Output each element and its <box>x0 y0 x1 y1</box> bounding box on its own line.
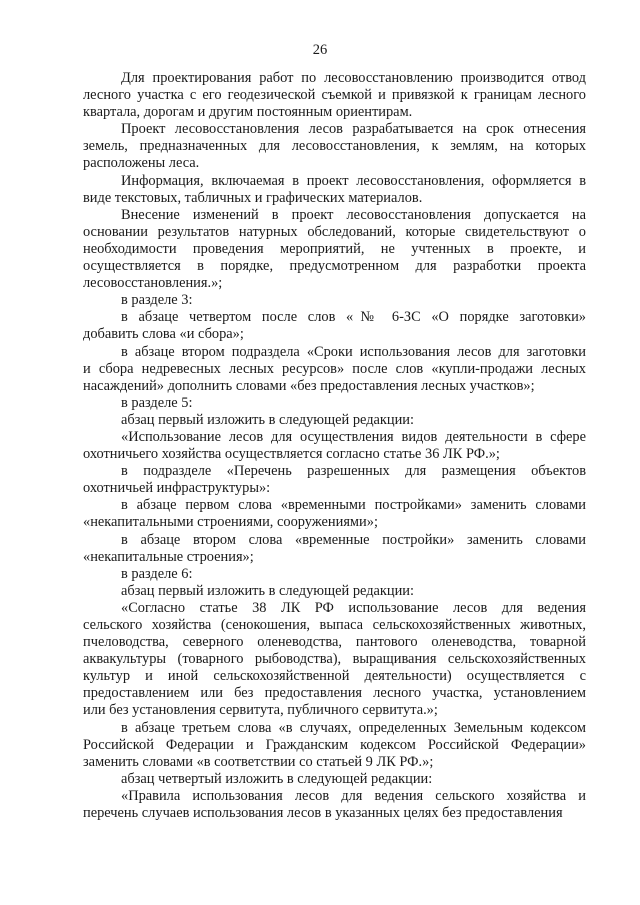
text-line: культур и иной сельскохозяйственной деятельности) осуществляется с <box>83 668 586 685</box>
text-line: перечень случаев использования лесов в указанных целях без предоставления <box>83 805 563 822</box>
paragraph <box>83 771 586 788</box>
text-line: заменить словами «в соответствии со статьей 9 ЛК РФ.»; <box>83 753 434 770</box>
text-line: охотничьей инфраструктуры»: <box>83 480 271 497</box>
text-line: Проект лесовосстановления лесов разрабатывается на срок отнесения <box>121 121 586 138</box>
text-line: квартала, дорогам и другим постоянным ориентирам. <box>83 104 413 121</box>
text-line: в разделе 6: <box>121 565 193 582</box>
text-line: осуществляется в порядке, предусмотренном для разработки проекта <box>83 258 586 275</box>
paragraph <box>83 429 586 463</box>
paragraph <box>83 292 586 309</box>
text-line: аквакультуры (товарного рыбоводства), выращивания сельскохозяйственных <box>83 651 586 668</box>
text-line: «некапитальными строениями, сооружениями»; <box>83 514 378 531</box>
text-line: и сбора недревесных лесных ресурсов» после слов «купли-продажи лесных <box>83 360 586 377</box>
text-line: охотничьего хозяйства осуществляется согласно статье 36 ЛК РФ.»; <box>83 446 500 463</box>
paragraph <box>83 395 586 412</box>
text-line: «Правила использования лесов для ведения сельского хозяйства и <box>121 787 586 804</box>
paragraph <box>83 566 586 583</box>
text-line: в подразделе «Перечень разрешенных для размещения объектов <box>121 463 586 480</box>
paragraph <box>83 70 586 121</box>
text-line: «Использование лесов для осуществления видов деятельности в сфере <box>121 428 586 445</box>
document-body <box>83 70 586 822</box>
text-line: абзац четвертый изложить в следующей редакции: <box>121 770 433 787</box>
text-line: «некапитальные строения»; <box>83 548 254 565</box>
text-line: в абзаце первом слова «временными постройками» заменить словами <box>121 497 586 514</box>
text-line: в абзаце втором подраздела «Сроки использования лесов для заготовки <box>121 343 586 360</box>
text-line: в абзаце четвертом после слов «№ 6-ЗС «О порядке заготовки» <box>121 309 586 326</box>
text-line: Российской Федерации и Гражданским кодексом Российской Федерации» <box>83 736 586 753</box>
text-line: или без установления сервитута, публичного сервитута.»; <box>83 702 438 719</box>
page-number: 26 <box>312 42 328 58</box>
paragraph <box>83 207 586 292</box>
text-line: пчеловодства, северного оленеводства, пантового оленеводства, товарной <box>83 634 586 651</box>
text-line: земель, предназначенных для лесовосстановления, к землям, на которых <box>83 138 586 155</box>
text-line: насаждений» дополнить словами «без предоставления лесных участков»; <box>83 377 535 394</box>
text-line: добавить слова «и сбора»; <box>83 326 244 343</box>
paragraph <box>83 720 586 771</box>
paragraph <box>83 173 586 207</box>
text-line: абзац первый изложить в следующей редакции: <box>121 582 415 599</box>
paragraph <box>83 121 586 172</box>
text-line: виде текстовых, табличных и графических материалов. <box>83 189 423 206</box>
text-line: в разделе 3: <box>121 292 193 309</box>
text-line: Информация, включаемая в проект лесовосстановления, оформляется в <box>121 172 586 189</box>
text-line: лесовосстановления.»; <box>83 275 223 292</box>
text-line: сельского хозяйства (сенокошения, выпаса сельскохозяйственных животных, <box>83 617 586 633</box>
text-line: в абзаце третьем слова «в случаях, определенных Земельным кодексом <box>121 719 586 736</box>
paragraph <box>83 412 586 429</box>
text-line: абзац первый изложить в следующей редакции: <box>121 411 415 428</box>
paragraph <box>83 344 586 395</box>
paragraph <box>83 788 586 822</box>
text-line: в абзаце втором слова «временные постройки» заменить словами <box>121 531 586 548</box>
text-line: необходимости проведения мероприятий, не учтенных в проекте, и <box>83 240 586 257</box>
text-line: расположены леса. <box>83 155 200 172</box>
paragraph <box>83 600 586 720</box>
paragraph <box>83 532 586 566</box>
text-line: Для проектирования работ по лесовосстановлению производится отвод <box>121 70 586 86</box>
text-line: предоставлением или без предоставления лесного участка, установлением <box>83 685 586 702</box>
text-line: Внесение изменений в проект лесовосстановления допускается на <box>121 206 586 223</box>
paragraph <box>83 463 586 497</box>
text-line: «Согласно статье 38 ЛК РФ использование лесов для ведения <box>121 599 586 616</box>
text-line: лесного участка с его геодезической съемкой и привязкой к границам лесного <box>83 87 586 104</box>
paragraph <box>83 309 586 343</box>
paragraph <box>83 497 586 531</box>
text-line: в разделе 5: <box>121 394 193 411</box>
text-line: основании результатов натурных обследований, которые свидетельствуют о <box>83 223 586 240</box>
paragraph <box>83 583 586 600</box>
